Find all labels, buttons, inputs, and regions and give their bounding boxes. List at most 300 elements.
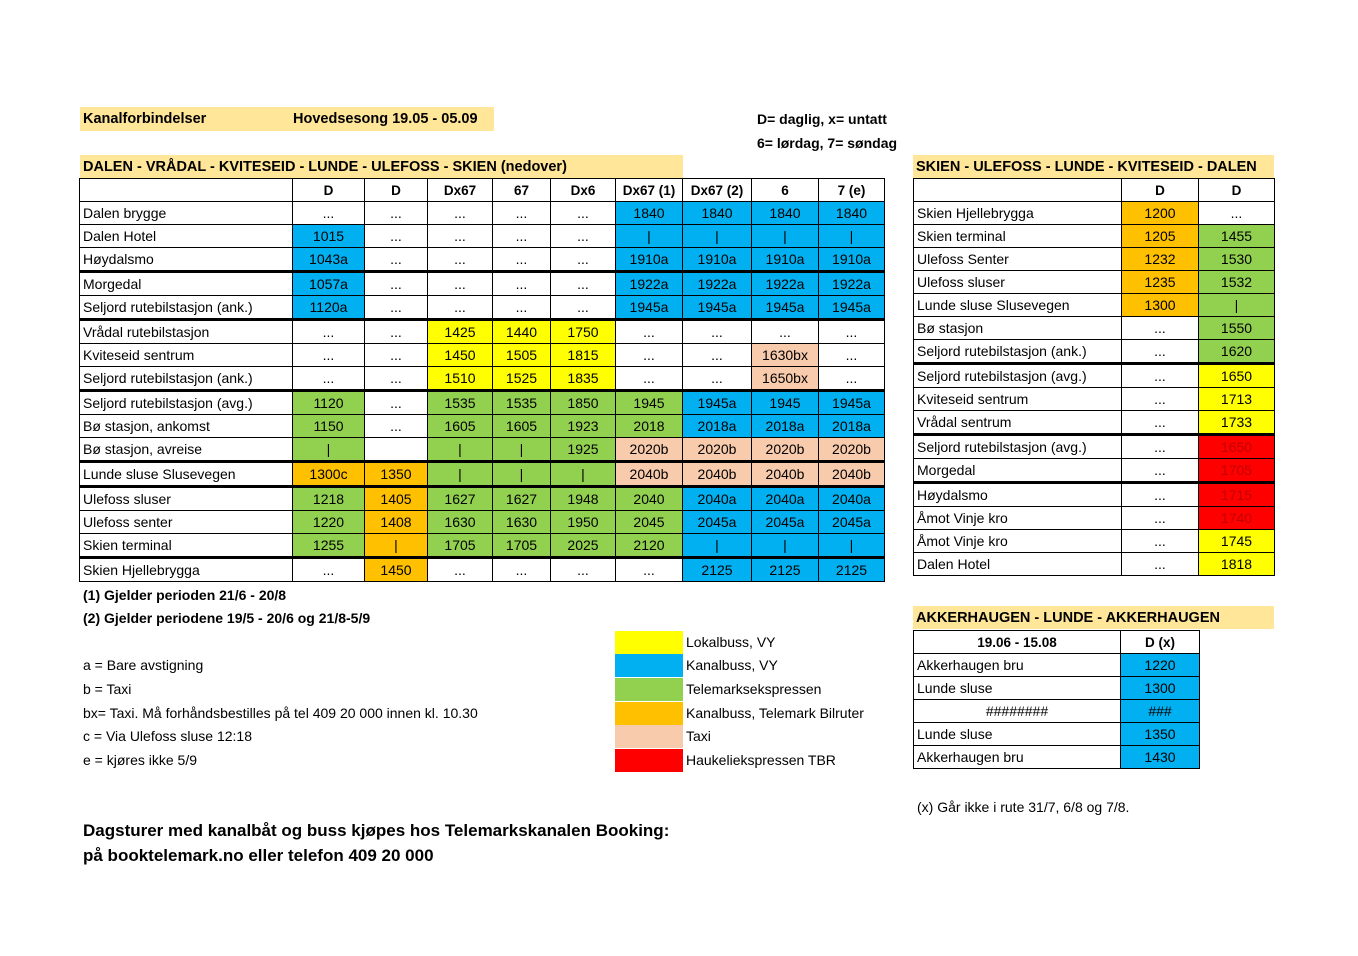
time-cell: 1450 xyxy=(428,344,493,367)
table-row xyxy=(914,294,1275,317)
time-cell: 1705 xyxy=(493,534,551,558)
time-cell: 1840 xyxy=(616,202,683,225)
time-cell: 2018a xyxy=(683,415,752,438)
time-cell: ... xyxy=(365,272,428,296)
stop-name: Vrådal sentrum xyxy=(914,411,1122,435)
season-label: Hovedsesong 19.05 - 05.09 xyxy=(293,111,478,127)
column-header: Dx67 (2) xyxy=(683,179,752,202)
legend-swatch-bilruter xyxy=(615,702,683,725)
time-cell: ... xyxy=(1122,507,1199,530)
stop-name: Åmot Vinje kro xyxy=(914,530,1122,553)
akker-timetable xyxy=(913,630,1200,769)
table-row xyxy=(80,415,885,438)
table-row xyxy=(914,225,1275,248)
time-cell: 1350 xyxy=(365,462,428,487)
code-note-2: 6= lørdag, 7= søndag xyxy=(757,135,898,151)
column-header: D (x) xyxy=(1121,631,1200,654)
time-cell: ... xyxy=(428,202,493,225)
time-cell: 2040a xyxy=(683,487,752,511)
time-cell: 2025 xyxy=(551,534,616,558)
time-cell: 1630 xyxy=(428,511,493,534)
time-cell: 1627 xyxy=(493,487,551,511)
stop-name: ######## xyxy=(914,700,1121,723)
period-note-2: (2) Gjelder periodene 19/5 - 20/6 og 21/8-5/9 xyxy=(83,610,371,626)
stop-name: Seljord rutebilstasjon (ank.) xyxy=(80,296,293,320)
time-cell xyxy=(365,438,428,462)
time-cell: ... xyxy=(428,248,493,272)
table-row xyxy=(914,654,1200,677)
time-cell: ... xyxy=(1122,364,1199,388)
footnote-bx: bx= Taxi. Må forhåndsbestilles på tel 409 20 000 innen kl. 10.30 xyxy=(83,705,478,721)
time-cell: 1510 xyxy=(428,367,493,391)
time-cell: ... xyxy=(1122,459,1199,483)
stop-name: Høydalsmo xyxy=(914,483,1122,507)
time-cell: 2018a xyxy=(819,415,885,438)
down-table-title: DALEN - VRÅDAL - KVITESEID - LUNDE - ULEFOSS - SKIEN (nedover) xyxy=(80,155,683,178)
time-cell: 2020b xyxy=(752,438,819,462)
time-cell: ... xyxy=(819,320,885,344)
time-cell: | xyxy=(428,438,493,462)
column-header: Dx67 xyxy=(428,179,493,202)
time-cell: 1650 xyxy=(1199,364,1275,388)
time-cell: 2040b xyxy=(752,462,819,487)
time-cell: 1835 xyxy=(551,367,616,391)
page-title: Kanalforbindelser xyxy=(83,111,207,127)
time-cell: ... xyxy=(428,296,493,320)
time-cell: 1300 xyxy=(1122,294,1199,317)
header-bar xyxy=(80,107,494,131)
table-row xyxy=(914,723,1200,746)
time-cell: ... xyxy=(616,558,683,582)
time-cell: 1218 xyxy=(293,487,365,511)
time-cell: 1350 xyxy=(1121,723,1200,746)
table-row xyxy=(914,388,1275,411)
time-cell: 1650bx xyxy=(752,367,819,391)
legend-label-telemarksekspressen: Telemarksekspressen xyxy=(686,681,822,697)
time-cell: 1850 xyxy=(551,391,616,415)
time-cell: ... xyxy=(1122,317,1199,340)
time-cell: ### xyxy=(1121,700,1200,723)
time-cell: ... xyxy=(493,225,551,248)
time-cell: ... xyxy=(551,202,616,225)
time-cell: 1840 xyxy=(819,202,885,225)
time-cell: 1505 xyxy=(493,344,551,367)
time-cell: 1630bx xyxy=(752,344,819,367)
time-cell: ... xyxy=(1122,411,1199,435)
header-corner-cell xyxy=(914,179,1122,202)
period-header: 19.06 - 15.08 xyxy=(914,631,1121,654)
time-cell: 1200 xyxy=(1122,202,1199,225)
time-cell: 2020b xyxy=(616,438,683,462)
time-cell: 1713 xyxy=(1199,388,1275,411)
table-row xyxy=(914,530,1275,553)
time-cell: ... xyxy=(293,367,365,391)
time-cell: ... xyxy=(428,558,493,582)
legend-swatch-kanalbuss xyxy=(615,654,683,677)
column-header: Dx6 xyxy=(551,179,616,202)
stop-name: Morgedal xyxy=(914,459,1122,483)
time-cell: 2040a xyxy=(819,487,885,511)
time-cell: 1150 xyxy=(293,415,365,438)
time-cell: ... xyxy=(428,272,493,296)
time-cell: ... xyxy=(365,202,428,225)
time-cell: ... xyxy=(819,344,885,367)
time-cell: 1945a xyxy=(819,391,885,415)
legend-swatch-telemarksekspressen xyxy=(615,678,683,701)
stop-name: Kviteseid sentrum xyxy=(914,388,1122,411)
time-cell: | xyxy=(683,225,752,248)
time-cell: 2125 xyxy=(752,558,819,582)
time-cell: 1745 xyxy=(1199,530,1275,553)
table-row xyxy=(80,367,885,391)
stop-name: Akkerhaugen bru xyxy=(914,654,1121,677)
table-row xyxy=(80,534,885,558)
time-cell: ... xyxy=(493,558,551,582)
time-cell: 1705 xyxy=(428,534,493,558)
column-header: Dx67 (1) xyxy=(616,179,683,202)
time-cell: ... xyxy=(365,320,428,344)
table-row xyxy=(80,344,885,367)
time-cell: ... xyxy=(1122,435,1199,459)
time-cell: ... xyxy=(493,296,551,320)
column-header: 7 (e) xyxy=(819,179,885,202)
time-cell: 1922a xyxy=(616,272,683,296)
down-timetable xyxy=(79,178,885,582)
time-cell: 1945 xyxy=(616,391,683,415)
time-cell: ... xyxy=(551,225,616,248)
time-cell: | xyxy=(293,438,365,462)
time-cell: ... xyxy=(293,202,365,225)
time-cell: 1430 xyxy=(1121,746,1200,769)
booking-line-1: Dagsturer med kanalbåt og buss kjøpes hos Telemarkskanalen Booking: xyxy=(83,821,670,840)
time-cell: 2125 xyxy=(819,558,885,582)
time-cell: 1057a xyxy=(293,272,365,296)
time-cell: | xyxy=(752,225,819,248)
table-header-row xyxy=(914,631,1200,654)
table-row xyxy=(914,483,1275,507)
table-row xyxy=(914,317,1275,340)
stop-name: Skien Hjellebrygga xyxy=(914,202,1122,225)
table-row xyxy=(914,677,1200,700)
time-cell: 2045a xyxy=(819,511,885,534)
time-cell: 1922a xyxy=(819,272,885,296)
column-header: D xyxy=(1199,179,1275,202)
table-row xyxy=(914,553,1275,576)
table-row xyxy=(914,459,1275,483)
table-row xyxy=(80,248,885,272)
time-cell: ... xyxy=(616,344,683,367)
time-cell: 1922a xyxy=(752,272,819,296)
time-cell: 2020b xyxy=(683,438,752,462)
stop-name: Lunde sluse Slusevegen xyxy=(80,462,293,487)
time-cell: ... xyxy=(683,344,752,367)
time-cell: ... xyxy=(819,367,885,391)
time-cell: 2040a xyxy=(752,487,819,511)
table-row xyxy=(914,271,1275,294)
time-cell: 2018a xyxy=(752,415,819,438)
time-cell: ... xyxy=(365,367,428,391)
time-cell: 2040 xyxy=(616,487,683,511)
time-cell: ... xyxy=(365,248,428,272)
period-note-1: (1) Gjelder perioden 21/6 - 20/8 xyxy=(83,587,287,603)
stop-name: Seljord rutebilstasjon (avg.) xyxy=(80,391,293,415)
time-cell: 2040b xyxy=(819,462,885,487)
time-cell: ... xyxy=(1122,530,1199,553)
up-timetable xyxy=(913,178,1275,576)
table-header-row xyxy=(914,179,1275,202)
footnote-a: a = Bare avstigning xyxy=(83,657,204,673)
code-note-1: D= daglig, x= untatt xyxy=(757,111,887,127)
time-cell: ... xyxy=(616,367,683,391)
time-cell: 1120a xyxy=(293,296,365,320)
time-cell: 2040b xyxy=(616,462,683,487)
stop-name: Lunde sluse Slusevegen xyxy=(914,294,1122,317)
time-cell: 1923 xyxy=(551,415,616,438)
booking-line-2: på booktelemark.no eller telefon 409 20 000 xyxy=(83,846,434,865)
stop-name: Ulefoss sluser xyxy=(80,487,293,511)
time-cell: 1950 xyxy=(551,511,616,534)
table-row xyxy=(80,272,885,296)
time-cell: 1945a xyxy=(616,296,683,320)
up-table-title: SKIEN - ULEFOSS - LUNDE - KVITESEID - DALEN xyxy=(913,155,1274,178)
time-cell: 1525 xyxy=(493,367,551,391)
time-cell: ... xyxy=(493,202,551,225)
time-cell: ... xyxy=(616,320,683,344)
time-cell: 1630 xyxy=(493,511,551,534)
time-cell: 2120 xyxy=(616,534,683,558)
time-cell: ... xyxy=(752,320,819,344)
time-cell: 1740 xyxy=(1199,507,1275,530)
table-row xyxy=(914,435,1275,459)
stop-name: Kviteseid sentrum xyxy=(80,344,293,367)
time-cell: ... xyxy=(1122,340,1199,364)
stop-name: Seljord rutebilstasjon (ank.) xyxy=(914,340,1122,364)
column-header: D xyxy=(293,179,365,202)
time-cell: 1408 xyxy=(365,511,428,534)
stop-name: Akkerhaugen bru xyxy=(914,746,1121,769)
time-cell: ... xyxy=(428,225,493,248)
stop-name: Vrådal rutebilstasjon xyxy=(80,320,293,344)
time-cell: 1945a xyxy=(819,296,885,320)
table-header-row xyxy=(80,179,885,202)
table-row xyxy=(914,700,1200,723)
time-cell: ... xyxy=(493,248,551,272)
time-cell: ... xyxy=(493,272,551,296)
time-cell: ... xyxy=(551,296,616,320)
time-cell: 1922a xyxy=(683,272,752,296)
time-cell: 1255 xyxy=(293,534,365,558)
stop-name: Bø stasjon, ankomst xyxy=(80,415,293,438)
legend-swatch-lokalbuss xyxy=(615,631,683,654)
time-cell: 1450 xyxy=(365,558,428,582)
time-cell: | xyxy=(819,225,885,248)
time-cell: 1840 xyxy=(752,202,819,225)
stop-name: Seljord rutebilstasjon (ank.) xyxy=(80,367,293,391)
time-cell: 1945a xyxy=(752,296,819,320)
table-row xyxy=(80,462,885,487)
time-cell: 1220 xyxy=(1121,654,1200,677)
time-cell: 1733 xyxy=(1199,411,1275,435)
stop-name: Seljord rutebilstasjon (avg.) xyxy=(914,364,1122,388)
time-cell: 1405 xyxy=(365,487,428,511)
table-row xyxy=(80,558,885,582)
time-cell: ... xyxy=(683,320,752,344)
time-cell: ... xyxy=(551,558,616,582)
time-cell: ... xyxy=(551,272,616,296)
stop-name: Morgedal xyxy=(80,272,293,296)
time-cell: 2045 xyxy=(616,511,683,534)
time-cell: 1650 xyxy=(1199,435,1275,459)
time-cell: 1945a xyxy=(683,296,752,320)
time-cell: ... xyxy=(293,558,365,582)
time-cell: ... xyxy=(1199,202,1275,225)
time-cell: 1840 xyxy=(683,202,752,225)
time-cell: 1535 xyxy=(428,391,493,415)
time-cell: 1620 xyxy=(1199,340,1275,364)
time-cell: | xyxy=(551,462,616,487)
time-cell: 1550 xyxy=(1199,317,1275,340)
time-cell: 1925 xyxy=(551,438,616,462)
akker-note: (x) Går ikke i rute 31/7, 6/8 og 7/8. xyxy=(917,799,1130,815)
stop-name: Lunde sluse xyxy=(914,677,1121,700)
time-cell: 1945 xyxy=(752,391,819,415)
time-cell: 1605 xyxy=(428,415,493,438)
table-row xyxy=(80,296,885,320)
stop-name: Dalen brygge xyxy=(80,202,293,225)
time-cell: 1815 xyxy=(551,344,616,367)
time-cell: ... xyxy=(293,320,365,344)
column-header: D xyxy=(365,179,428,202)
time-cell: 1705 xyxy=(1199,459,1275,483)
legend-label-taxi: Taxi xyxy=(686,728,711,744)
time-cell: 1205 xyxy=(1122,225,1199,248)
stop-name: Ulefoss Senter xyxy=(914,248,1122,271)
time-cell: ... xyxy=(365,391,428,415)
stop-name: Dalen Hotel xyxy=(80,225,293,248)
stop-name: Åmot Vinje kro xyxy=(914,507,1122,530)
time-cell: 1043a xyxy=(293,248,365,272)
time-cell: 1818 xyxy=(1199,553,1275,576)
time-cell: 1605 xyxy=(493,415,551,438)
time-cell: 1910a xyxy=(683,248,752,272)
time-cell: 1300c xyxy=(293,462,365,487)
time-cell: 1440 xyxy=(493,320,551,344)
time-cell: 2040b xyxy=(683,462,752,487)
time-cell: | xyxy=(365,534,428,558)
legend-label-lokalbuss: Lokalbuss, VY xyxy=(686,634,776,650)
time-cell: 1535 xyxy=(493,391,551,415)
table-row xyxy=(914,411,1275,435)
table-row xyxy=(80,511,885,534)
table-row xyxy=(80,391,885,415)
stop-name: Bø stasjon, avreise xyxy=(80,438,293,462)
footnote-b: b = Taxi xyxy=(83,681,132,697)
stop-name: Bø stasjon xyxy=(914,317,1122,340)
legend-label-kanalbuss: Kanalbuss, VY xyxy=(686,657,778,673)
time-cell: | xyxy=(493,462,551,487)
column-header: D xyxy=(1122,179,1199,202)
time-cell: 1910a xyxy=(819,248,885,272)
time-cell: ... xyxy=(365,415,428,438)
time-cell: 1455 xyxy=(1199,225,1275,248)
time-cell: 1425 xyxy=(428,320,493,344)
time-cell: | xyxy=(752,534,819,558)
column-header: 67 xyxy=(493,179,551,202)
time-cell: 1750 xyxy=(551,320,616,344)
table-row xyxy=(914,202,1275,225)
time-cell: 1532 xyxy=(1199,271,1275,294)
time-cell: 1300 xyxy=(1121,677,1200,700)
time-cell: | xyxy=(616,225,683,248)
table-row xyxy=(914,340,1275,364)
time-cell: | xyxy=(428,462,493,487)
time-cell: 1220 xyxy=(293,511,365,534)
table-row xyxy=(80,320,885,344)
time-cell: 1945a xyxy=(683,391,752,415)
time-cell: 1948 xyxy=(551,487,616,511)
stop-name: Ulefoss senter xyxy=(80,511,293,534)
time-cell: | xyxy=(683,534,752,558)
stop-name: Seljord rutebilstasjon (avg.) xyxy=(914,435,1122,459)
footnote-e: e = kjøres ikke 5/9 xyxy=(83,752,197,768)
table-row xyxy=(914,746,1200,769)
table-row xyxy=(80,487,885,511)
time-cell: 1235 xyxy=(1122,271,1199,294)
table-row xyxy=(914,248,1275,271)
legend-label-haukeliekspressen: Haukeliekspressen TBR xyxy=(686,752,836,768)
time-cell: 1910a xyxy=(752,248,819,272)
time-cell: ... xyxy=(1122,553,1199,576)
stop-name: Skien terminal xyxy=(914,225,1122,248)
time-cell: 2045a xyxy=(752,511,819,534)
legend-swatch-taxi xyxy=(615,725,683,748)
table-row xyxy=(80,202,885,225)
stop-name: Lunde sluse xyxy=(914,723,1121,746)
time-cell: ... xyxy=(365,344,428,367)
time-cell: ... xyxy=(551,248,616,272)
legend-label-bilruter: Kanalbuss, Telemark Bilruter xyxy=(686,705,864,721)
time-cell: 1910a xyxy=(616,248,683,272)
time-cell: ... xyxy=(293,344,365,367)
time-cell: ... xyxy=(365,296,428,320)
akker-table-title: AKKERHAUGEN - LUNDE - AKKERHAUGEN xyxy=(913,606,1274,629)
stop-name: Skien Hjellebrygga xyxy=(80,558,293,582)
time-cell: 1530 xyxy=(1199,248,1275,271)
stop-name: Skien terminal xyxy=(80,534,293,558)
time-cell: | xyxy=(819,534,885,558)
time-cell: | xyxy=(493,438,551,462)
stop-name: Ulefoss sluser xyxy=(914,271,1122,294)
table-row xyxy=(914,364,1275,388)
time-cell: 2045a xyxy=(683,511,752,534)
time-cell: ... xyxy=(1122,483,1199,507)
time-cell: 1120 xyxy=(293,391,365,415)
legend-swatch-haukeliekspressen xyxy=(615,749,683,772)
time-cell: ... xyxy=(683,367,752,391)
time-cell: 2020b xyxy=(819,438,885,462)
column-header: 6 xyxy=(752,179,819,202)
table-row xyxy=(80,438,885,462)
time-cell: | xyxy=(1199,294,1275,317)
time-cell: 2125 xyxy=(683,558,752,582)
time-cell: 1232 xyxy=(1122,248,1199,271)
table-row xyxy=(80,225,885,248)
time-cell: ... xyxy=(365,225,428,248)
table-row xyxy=(914,507,1275,530)
stop-name: Dalen Hotel xyxy=(914,553,1122,576)
time-cell: 2018 xyxy=(616,415,683,438)
stop-name: Høydalsmo xyxy=(80,248,293,272)
